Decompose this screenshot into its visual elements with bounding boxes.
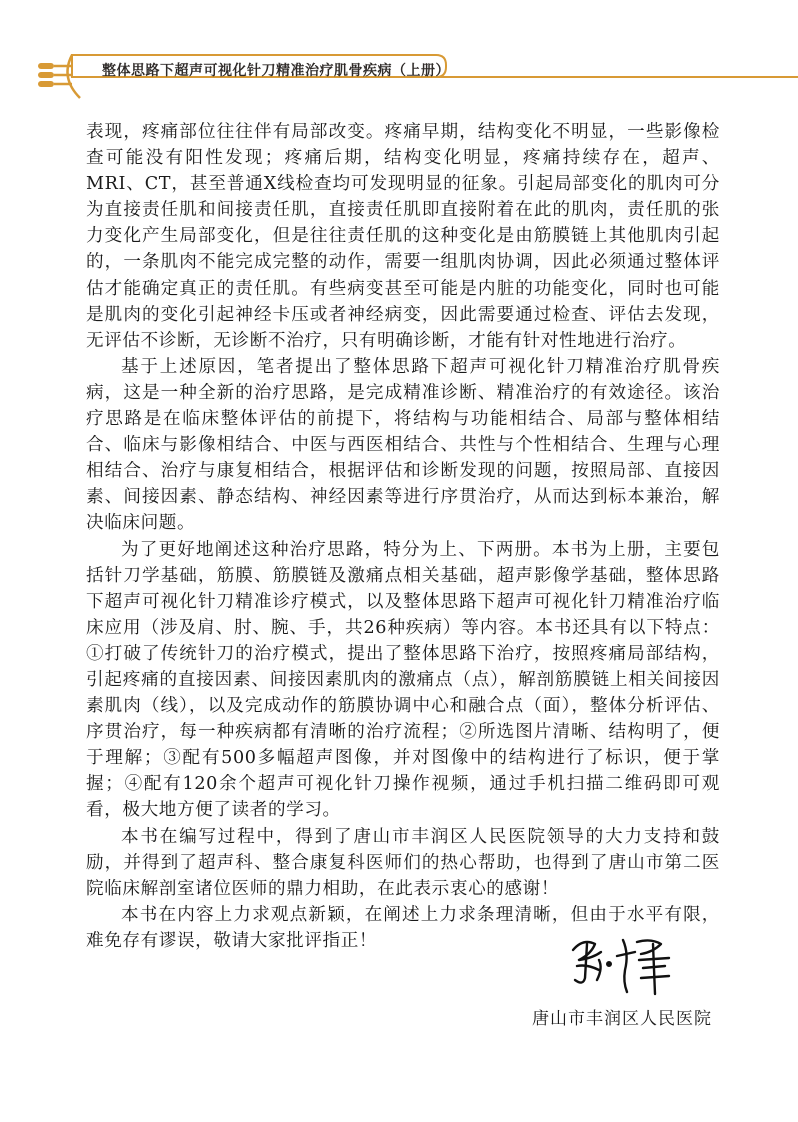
paragraph: 本书在编写过程中，得到了唐山市丰润区人民医院领导的大力支持和鼓励，并得到了超声科、整合康复科医师们的热心帮助，也得到了唐山市第二医院临床解剖室诸位医师的鼎力相助，在此表示衷心的感谢！ [86,826,720,899]
author-affiliation: 唐山市丰润区人民医院 [532,1009,712,1029]
paragraph: 为了更好地阐述这种治疗思路，特分为上、下两册。本书为上册，主要包括针刀学基础，筋膜、筋膜链及激痛点相关基础，超声影像学基础，整体思路下超声可视化针刀精准诊疗模式，以及整体思路下超声可视化针刀精准治疗临床应用（涉及肩、肘、腕、手，共26种疾病）等内容。本书还具有以下特点：①打破了传统针刀的治疗模式，提出了整体思路下治疗，按照疼痛局部结构，引起疼痛的直接因素、间接因素肌肉的激痛点（点），解剖筋膜链上相关间接因素肌肉（线），以及完成动作的筋膜协调中心和融合点（面），整体分析评估、序贯治疗，每一种疾病都有清晰的治疗流程；②所选图片清晰、结构明了，便于理解；③配有500多幅超声图像，并对图像中的结构进行了标识，便于掌握；④配有120余个超声可视化针刀操作视频，通过手机扫描二维码即可观看，极大地方便了读者的学习。 [86,539,720,821]
running-header-title: 整体思路下超声可视化针刀精准治疗肌骨疾病（上册） [102,63,450,79]
paragraph: 基于上述原因，笔者提出了整体思路下超声可视化针刀精准治疗肌骨疾病，这是一种全新的治疗思路，是完成精准诊断、精准治疗的有效途径。该治疗思路是在临床整体评估的前提下，将结构与功能相结合、局部与整体相结合、临床与影像相结合、中医与西医相结合、共性与个性相结合、生理与心理相结合、治疗与康复相结合，根据评估和诊断发现的问题，按照局部、直接因素、间接因素、静态结构、神经因素等进行序贯治疗，从而达到标本兼治，解决临床问题。 [86,356,720,534]
handwritten-signature [565,930,695,1000]
body-text [86,119,720,954]
paragraph: 本书在内容上力求观点新颖，在阐述上力求条理清晰，但由于水平有限，难免存有谬误，敬请大家批评指正！ [86,904,720,951]
page-header [0,52,798,102]
paragraph: 表现，疼痛部位往往伴有局部改变。疼痛早期，结构变化不明显，一些影像检查可能没有阳性发现；疼痛后期，结构变化明显，疼痛持续存在，超声、MRI、CT，甚至普通X线检查均可发现明显的征象。引起局部变化的肌肉可分为直接责任肌和间接责任肌，直接责任肌即直接附着在此的肌肉，责任肌的张力变化产生局部变化，但是往往责任肌的这种变化是由筋膜链上其他肌肉引起的，一条肌肉不能完成完整的动作，需要一组肌肉协调，因此必须通过整体评估才能确定真正的责任肌。有些病变甚至可能是内脏的功能变化，同时也可能是肌肉的变化引起神经卡压或者神经病变，因此需要通过检查、评估去发现，无评估不诊断，无诊断不治疗，只有明确诊断，才能有针对性地进行治疗。 [86,122,720,351]
